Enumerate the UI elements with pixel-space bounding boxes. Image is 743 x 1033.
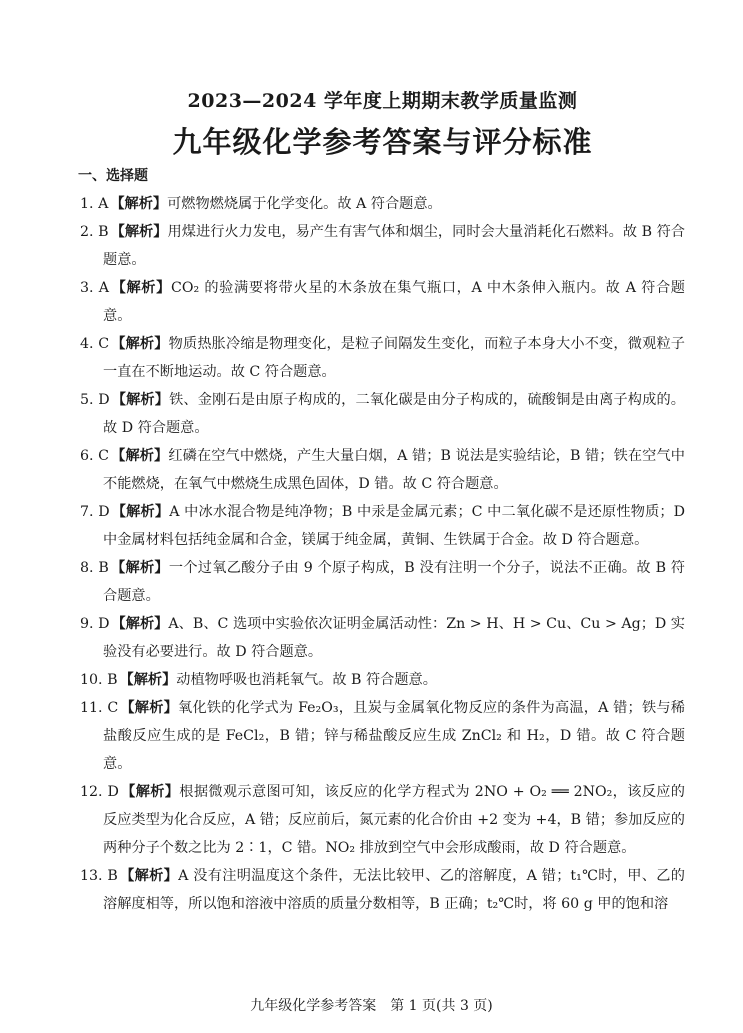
answer-item xyxy=(80,274,685,330)
question-number: 2. xyxy=(80,224,94,240)
answer-item xyxy=(80,862,685,918)
analysis-tag: 【解析】 xyxy=(110,560,169,576)
question-number: 10. xyxy=(80,672,103,688)
answer-letter: C xyxy=(98,336,110,352)
question-number: 5. xyxy=(80,392,94,408)
answer-item xyxy=(80,386,685,442)
question-number: 12. xyxy=(80,784,103,800)
analysis-tag: 【解析】 xyxy=(119,868,179,884)
question-number: 9. xyxy=(80,616,94,632)
analysis-tag: 【解析】 xyxy=(120,784,180,800)
answer-letter: A xyxy=(98,196,109,212)
analysis-tag: 【解析】 xyxy=(111,392,170,408)
answer-letter: B xyxy=(107,672,118,688)
question-number: 4. xyxy=(80,336,94,352)
analysis-text: 红磷在空气中燃烧，产生大量白烟，A 错；B 说法是实验结论，B 错；铁在空气中不能燃烧，在氧气中燃烧生成黑色固体，D 错。故 C 符合题意。 xyxy=(103,448,685,492)
answer-letter: D xyxy=(98,616,110,632)
analysis-tag: 【解析】 xyxy=(111,616,169,632)
analysis-text: 氧化铁的化学式为 Fe₂O₃，且炭与金属氧化物反应的条件为高温，A 错；铁与稀盐酸反应生成的是 FeCl₂，B 错；锌与稀盐酸反应生成 ZnCl₂ 和 H₂，D 错。故 C 符合题意。 xyxy=(103,700,685,772)
answer-item xyxy=(80,666,685,694)
answer-item xyxy=(80,694,685,778)
analysis-text: A 没有注明温度这个条件，无法比较甲、乙的溶解度，A 错；t₁℃时，甲、乙的溶解度相等，所以饱和溶液中溶质的质量分数相等，B 正确；t₂℃时，将 60 g 甲的饱和溶 xyxy=(103,868,685,912)
analysis-tag: 【解析】 xyxy=(110,224,168,240)
answer-item xyxy=(80,218,685,274)
answer-letter: C xyxy=(107,700,119,716)
question-number: 8. xyxy=(80,560,94,576)
analysis-tag: 【解析】 xyxy=(120,700,179,716)
analysis-tag: 【解析】 xyxy=(110,196,168,212)
answer-letter: D xyxy=(98,504,110,520)
question-number: 13. xyxy=(80,868,103,884)
analysis-text: CO₂ 的验满要将带火星的木条放在集气瓶口，A 中木条伸入瓶内。故 A 符合题意。 xyxy=(103,280,685,324)
page-footer: 九年级化学参考答案 第 1 页(共 3 页) xyxy=(250,998,493,1014)
answer-letter: B xyxy=(107,868,118,884)
analysis-text: 用煤进行火力发电，易产生有害气体和烟尘，同时会大量消耗化石燃料。故 B 符合题意。 xyxy=(103,224,685,268)
analysis-tag: 【解析】 xyxy=(111,504,170,520)
answer-item xyxy=(80,442,685,498)
analysis-text: 物质热胀冷缩是物理变化，是粒子间隔发生变化，而粒子本身大小不变，微观粒子一直在不断地运动。故 C 符合题意。 xyxy=(103,336,685,380)
analysis-text: A 中冰水混合物是纯净物；B 中汞是金属元素；C 中二氧化碳不是还原性物质；D 中金属材料包括纯金属和合金，镁属于纯金属，黄铜、生铁属于合金。故 D 符合题意。 xyxy=(103,504,685,548)
answer-letter: D xyxy=(107,784,119,800)
analysis-tag: 【解析】 xyxy=(111,336,169,352)
analysis-tag: 【解析】 xyxy=(111,448,169,464)
answer-letter: D xyxy=(98,392,110,408)
page-title: 九年级化学参考答案与评分标准 xyxy=(172,125,593,159)
answer-letter: B xyxy=(98,560,109,576)
answer-item xyxy=(80,330,685,386)
analysis-text: 铁、金刚石是由原子构成的，二氧化碳是由分子构成的，硫酸铜是由离子构成的。故 D 符合题意。 xyxy=(103,392,685,436)
answer-letter: B xyxy=(98,224,109,240)
answer-letter: C xyxy=(98,448,110,464)
answer-letter: A xyxy=(98,280,109,296)
exam-subtitle: 2023—2024 学年度上期期末教学质量监测 xyxy=(187,90,578,112)
answer-item xyxy=(80,554,685,610)
answer-item xyxy=(80,778,685,862)
analysis-text: A、B、C 选项中实验依次证明金属活动性：Zn > H、H > Cu、Cu > Ag；D 实验没有必要进行。故 D 符合题意。 xyxy=(103,616,685,660)
answer-item xyxy=(80,498,685,554)
question-number: 3. xyxy=(80,280,94,296)
answer-list xyxy=(80,190,685,918)
question-number: 1. xyxy=(80,196,94,212)
analysis-text: 一个过氧乙酸分子由 9 个原子构成，B 没有注明一个分子，说法不正确。故 B 符合题意。 xyxy=(103,560,685,604)
analysis-tag: 【解析】 xyxy=(119,672,177,688)
question-number: 7. xyxy=(80,504,94,520)
section-heading: 一、选择题 xyxy=(78,168,148,184)
question-number: 11. xyxy=(80,700,103,716)
question-number: 6. xyxy=(80,448,94,464)
analysis-text: 动植物呼吸也消耗氧气。故 B 符合题意。 xyxy=(176,672,437,688)
analysis-tag: 【解析】 xyxy=(110,280,171,296)
analysis-text: 可燃物燃烧属于化学变化。故 A 符合题意。 xyxy=(167,196,442,212)
answer-item xyxy=(80,190,685,218)
analysis-text: 根据微观示意图可知，该反应的化学方程式为 2NO + O₂ ══ 2NO₂，该反应的反应类型为化合反应，A 错；反应前后，氮元素的化合价由 +2 变为 +4，B 错；参加反应的两种分子个数之比为 2∶1，C 错。NO₂ 排放到空气中会形成酸雨，故 D 符合题意。 xyxy=(103,784,685,856)
answer-item xyxy=(80,610,685,666)
